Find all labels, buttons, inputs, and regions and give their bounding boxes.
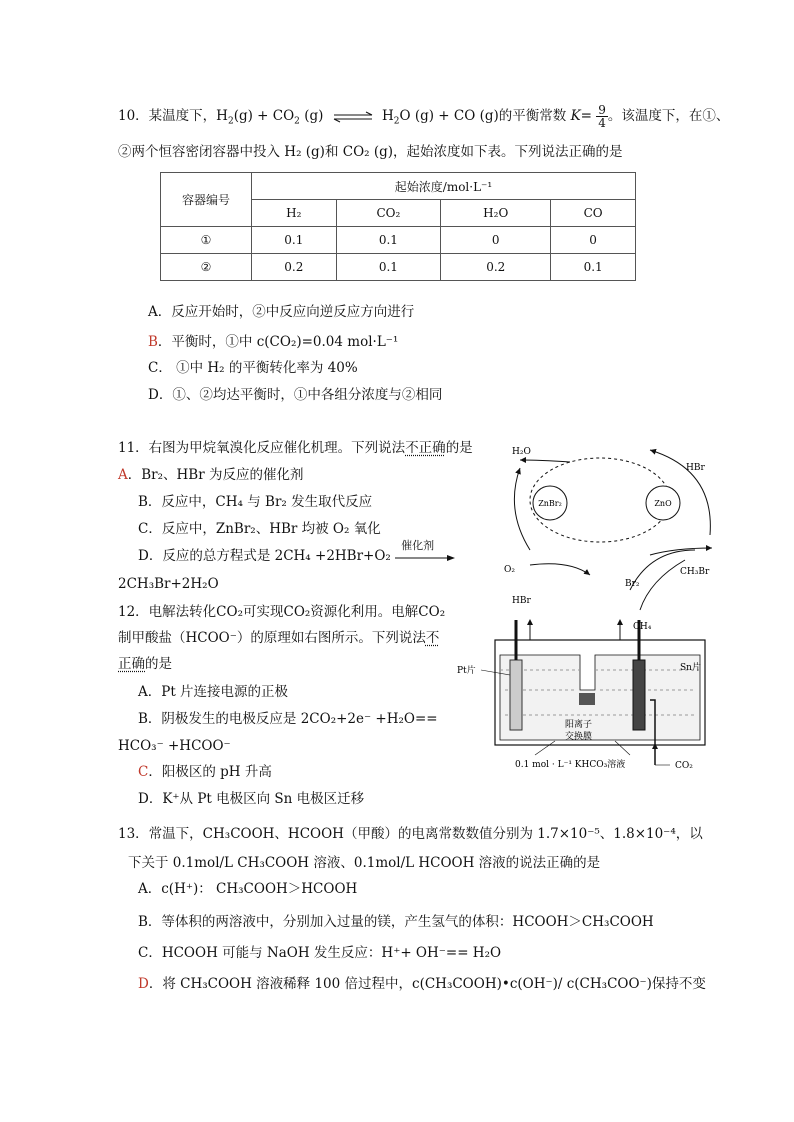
hbr-bottom-label: HBr bbox=[512, 596, 531, 606]
table-row bbox=[161, 227, 636, 254]
row-id: ② bbox=[161, 254, 252, 281]
species-h2: H₂ bbox=[252, 200, 337, 227]
q10-option-a: A．反应开始时，②中反应向逆反应方向进行 bbox=[148, 304, 415, 320]
o2-label: O₂ bbox=[504, 565, 515, 575]
sn-label: Sn片 bbox=[680, 663, 701, 673]
ch4-label: CH₄ bbox=[633, 622, 652, 632]
cell: 0.2 bbox=[252, 254, 337, 281]
q13-option-d-text: ．将 CH₃COOH 溶液稀释 100 倍过程中，c(CH₃COOH)•c(OH⁻)/ c(CH₃COO⁻)保持不变 bbox=[148, 976, 706, 992]
cell: 0.1 bbox=[336, 227, 441, 254]
q11-stem-pre: 11．右图为甲烷氧溴化反应催化机理。下列说法 bbox=[118, 440, 406, 456]
znbr2-label: ZnBr₂ bbox=[538, 499, 562, 508]
k-num: 9 bbox=[598, 103, 606, 117]
cell: 0.1 bbox=[252, 227, 337, 254]
reaction-arrow-icon bbox=[395, 549, 455, 565]
catalysis-mechanism-diagram bbox=[500, 440, 720, 615]
q10-text-b: (g) bbox=[304, 108, 324, 124]
q12-stem-line2 bbox=[118, 629, 439, 647]
q12-option-b-cont: HCO₃⁻ +HCOO⁻ bbox=[118, 738, 231, 754]
q12-stem-line1: 12．电解法转化CO₂可实现CO₂资源化利用。电解CO₂ bbox=[118, 604, 446, 620]
q10-option-c: C． ①中 H₂ 的平衡转化率为 40% bbox=[148, 360, 358, 376]
k-fraction bbox=[596, 104, 608, 129]
q12-option-b: B．阴极发生的电极反应是 2CO₂+2e⁻ +H₂O== bbox=[138, 711, 438, 727]
q10-text-d: O (g) + CO (g)的平衡常数 bbox=[399, 108, 571, 124]
cell: 0.2 bbox=[441, 254, 551, 281]
q13-option-a: A．c(H⁺)： CH₃COOH＞HCOOH bbox=[138, 881, 358, 897]
table-group-header: 起始浓度/mol·L⁻¹ bbox=[252, 173, 636, 200]
q13-stem-line2: 下关于 0.1mol/L CH₃COOH 溶液、0.1mol/L HCOOH 溶液的说法正确的是 bbox=[128, 855, 601, 871]
q10-text-c: H bbox=[381, 108, 394, 124]
q13-option-d bbox=[138, 975, 706, 993]
q11-option-d-text: D．反应的总方程式是 2CH₄ +2HBr+O₂ bbox=[138, 548, 391, 564]
cell: 0.1 bbox=[551, 254, 636, 281]
br2-label: Br₂ bbox=[625, 579, 640, 589]
table-row bbox=[161, 254, 636, 281]
species-h2o: H₂O bbox=[441, 200, 551, 227]
cell: 0.1 bbox=[336, 254, 441, 281]
electrolysis-cell-diagram bbox=[455, 615, 715, 780]
q10-text: 10．某温度下，H bbox=[118, 108, 228, 124]
co2-label: CO₂ bbox=[675, 761, 693, 771]
species-co: CO bbox=[551, 200, 636, 227]
q12-stem-line3 bbox=[118, 655, 172, 673]
catalyst-arrow bbox=[395, 538, 455, 565]
q10-text-tail: 。该温度下，在①、 bbox=[607, 108, 730, 124]
q12-option-c-text: ．阳极区的 pH 升高 bbox=[148, 764, 272, 780]
zno-label: ZnO bbox=[654, 499, 672, 508]
q11-option-d bbox=[138, 538, 455, 565]
q10-stem-line2: ②两个恒容密闭容器中投入 H₂ (g)和 CO₂ (g)，起始浓度如下表。下列说法正确的是 bbox=[118, 144, 623, 160]
q11-stem bbox=[118, 439, 473, 457]
cell: 0 bbox=[551, 227, 636, 254]
membrane-label-2: 交换膜 bbox=[565, 732, 593, 742]
answer-letter: D bbox=[138, 976, 149, 992]
answer-letter: B bbox=[148, 334, 158, 350]
q10-stem-line1: 10．某温度下，$H_2(g) + CO_2$ (g) $H_2O$ (g) + CO (g)的平衡常数 K= $\frac{9}{4}$ 。该温度下，在①、 bbox=[118, 103, 730, 130]
membrane-label-1: 阳离子 bbox=[565, 720, 593, 730]
q13-option-b: B．等体积的两溶液中，分别加入过量的镁，产生氢气的体积：HCOOH＞CH₃COOH bbox=[138, 914, 654, 930]
hbr-top-label: HBr bbox=[686, 463, 705, 473]
q11-option-a bbox=[118, 466, 303, 484]
table-col-header: 容器编号 bbox=[161, 173, 252, 227]
q11-stem-post: 的是 bbox=[445, 440, 473, 456]
q12-stem-emph-b: 正确 bbox=[118, 656, 145, 672]
q10-option-b-text: ．平衡时，①中 c(CO₂)=0.04 mol·L⁻¹ bbox=[157, 334, 399, 350]
q12-stem-line3-text: 的是 bbox=[145, 656, 172, 672]
q12-stem-line2-text: 制甲酸盐（HCOO⁻）的原理如右图所示。下列说法 bbox=[118, 630, 426, 646]
q11-option-a-text: ．Br₂、HBr 为反应的催化剂 bbox=[127, 467, 304, 483]
q13-stem-line1: 13．常温下，CH₃COOH、HCOOH（甲酸）的电离常数数值分别为 1.7×10⁻⁵、1.8×10⁻⁴，以 bbox=[118, 826, 703, 842]
species-co2: CO₂ bbox=[336, 200, 441, 227]
k-eq: = bbox=[580, 108, 592, 124]
q11-option-c: C．反应中，ZnBr₂、HBr 均被 O₂ 氧化 bbox=[138, 521, 381, 537]
q12-stem-emph-a: 不 bbox=[425, 630, 440, 646]
h2o-label: H₂O bbox=[512, 447, 531, 457]
q10-text-a: (g) + CO bbox=[233, 108, 295, 124]
answer-letter: C bbox=[138, 764, 149, 780]
sn-electrode bbox=[633, 660, 645, 730]
q11-stem-emph: 不正确 bbox=[405, 440, 446, 456]
cell: 0 bbox=[441, 227, 551, 254]
row-id: ① bbox=[161, 227, 252, 254]
k-den: 4 bbox=[598, 116, 606, 130]
q12-option-c bbox=[138, 763, 272, 781]
pt-label: Pt片 bbox=[457, 666, 476, 676]
q10-option-d: D．①、②均达平衡时，①中各组分浓度与②相同 bbox=[148, 387, 443, 403]
equilibrium-arrow-icon bbox=[332, 111, 374, 123]
answer-letter: A bbox=[118, 467, 128, 483]
k-label: K bbox=[570, 108, 581, 124]
catalyst-label: 催化剂 bbox=[401, 538, 435, 552]
solution-label: 0.1 mol · L⁻¹ KHCO₃溶液 bbox=[515, 760, 626, 770]
q12-option-d: D．K⁺从 Pt 电极区向 Sn 电极区迁移 bbox=[138, 791, 365, 807]
membrane bbox=[579, 693, 595, 705]
q12-option-a: A．Pt 片连接电源的正极 bbox=[138, 684, 289, 700]
concentration-table bbox=[160, 172, 636, 281]
q11-option-d-cont: 2CH₃Br+2H₂O bbox=[118, 576, 219, 592]
q11-option-b: B．反应中，CH₄ 与 Br₂ 发生取代反应 bbox=[138, 494, 373, 510]
ch3br-label: CH₃Br bbox=[680, 567, 710, 577]
q13-option-c: C．HCOOH 可能与 NaOH 发生反应：H⁺+ OH⁻== H₂O bbox=[138, 945, 502, 961]
pt-electrode bbox=[510, 660, 522, 730]
q10-option-b bbox=[148, 333, 398, 351]
